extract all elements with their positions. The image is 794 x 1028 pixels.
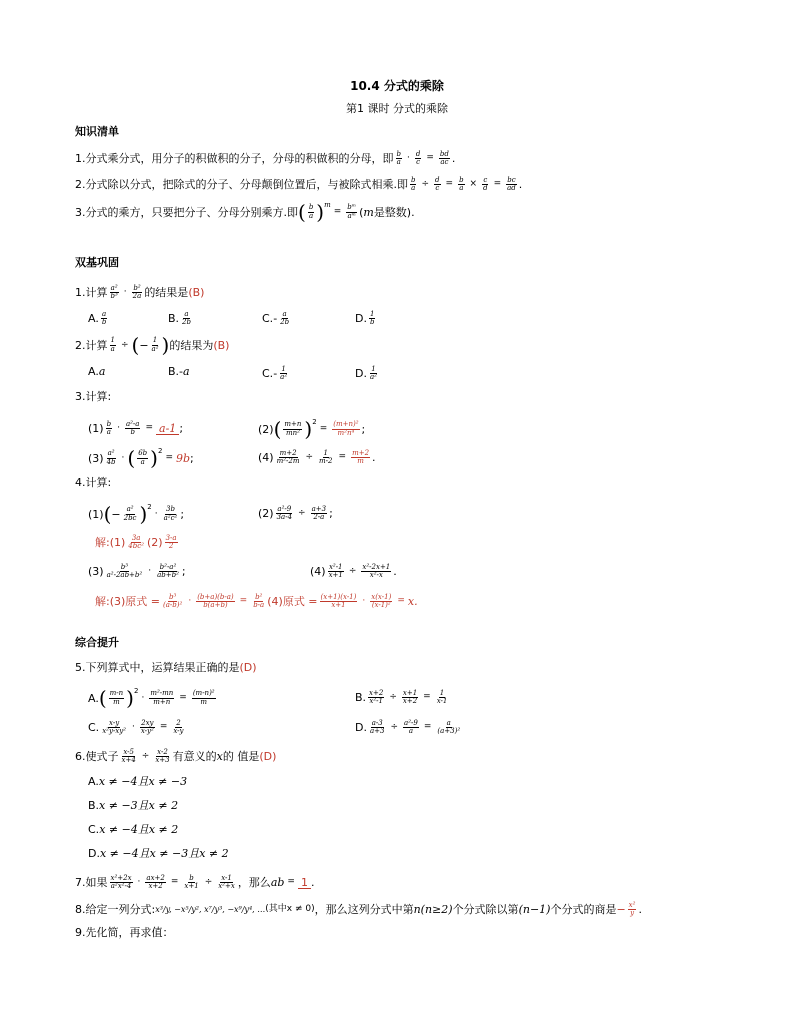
q6-answer: (D)	[259, 750, 277, 764]
q1-option-b: B. a 2b	[168, 310, 191, 327]
question-6: 6.使式子 $\frac{x-5}{x+4}$ ÷ $\frac{x-2}{x+3}$ 有意义的 x 的 值是 (D)	[75, 748, 277, 765]
q3-part-1: (1) b a · $\frac{\text{a²-a}}{b}$ = a-1 ;	[88, 420, 184, 437]
q2-option-b: B. - a	[168, 365, 190, 378]
q6-option-d: D. x ≠ −4且x ≠ −3且x ≠ 2	[88, 847, 229, 860]
q5-option-a: A. ( m-n m ) 2 · $\frac{\text{m²-mn}}{m+n}$ = $\frac{\text{(m-n)²}}{m}$	[88, 686, 215, 710]
q2-option-a: A. a	[88, 365, 106, 378]
knowledge-item-1	[75, 151, 455, 167]
q2-op: ÷	[120, 339, 129, 350]
q2-mid: 的结果为	[169, 338, 214, 352]
question-1	[75, 285, 204, 301]
k3-frac: b a	[308, 203, 314, 220]
q1-answer: (B)	[188, 286, 205, 300]
k1-frac-2: $\frac{d}{c}$	[415, 150, 421, 167]
section-knowledge: 知识清单	[75, 125, 119, 138]
q3-part-4: (4) $\frac{m+2}{\text{m²-2m}}$ ÷ $\frac{1}{m-2}$ = $\frac{m+2}{m}$ .	[258, 449, 376, 466]
q1-option-c: C. - a 2b	[262, 310, 290, 327]
q2-answer: (B)	[213, 338, 230, 352]
q4-part-3: (3) b³ a²-2ab+b² · b²-a² ab+b² ;	[88, 563, 186, 580]
q3-part-3: (3) a² 4b · ( 6b a ) 2 = 9b ;	[88, 446, 194, 470]
q8-answer: $\frac{\text{x²}}{y}$	[628, 901, 636, 918]
k2-frac-1: $\frac{b}{a}$	[411, 176, 416, 193]
k2-op-2: =	[445, 179, 454, 190]
q6-option-c: C. x ≠ −4且x ≠ 2	[88, 823, 179, 836]
k3-rhs: $\frac{\text{bᵐ}}{\text{aᵐ}}$	[347, 203, 357, 220]
q3-3-answer: 9b	[175, 451, 191, 465]
k2-frac-2: $\frac{d}{c}$	[435, 176, 440, 193]
k2-text: 2.分式除以分式，把除式的分子、分母颠倒位置后，与被除式相乘.即	[75, 178, 408, 192]
k1-frac-3: $\frac{bd}{ac}$	[439, 150, 449, 167]
q2-frac-inner: $\frac{1}{\text{a²}}$	[151, 336, 159, 353]
k2-frac-3: $\frac{b}{a}$	[459, 176, 464, 193]
k1-text: 1.分式乘分式，用分子的积做积的分子，分母的积做积的分母，即	[75, 152, 394, 166]
question-7: 7.如果 x²+2x a²x²-4 · $\frac{ax+2}{x+2}$ = $\frac{b}{x+1}$ ÷ $\frac{x-1}{\text{x²+x}}$ ，那么 ab = 1 .	[75, 874, 315, 891]
q5-answer: (D)	[239, 661, 257, 674]
k2-op-3: ×	[469, 179, 478, 190]
q4-part-4: (4) $\frac{\text{x²-1}}{x+1}$ ÷ $\frac{\text{x²-2x+1}}{\text{x²-x}}$ .	[310, 563, 397, 580]
k1-op: ·	[406, 153, 410, 164]
k3-exponent: m	[324, 201, 331, 209]
q5-text: 5.下列算式中，运算结果正确的是	[75, 661, 240, 674]
question-2: 2.计算 $\frac{1}{a}$ ÷ ( − $\frac{1}{\text{a²}}$ ) 的结果为 (B)	[75, 333, 230, 357]
question-8: 8.给定一列分式: x³/y, −x⁵/y², x⁷/y³, −x⁹/y⁴, … (其中x ≠ 0) ，那么这列分式中第 n(n≥2) 个分式除以第 (n−1) 个分式的商是 − $\frac{\text{x²}}{y}$ .	[75, 901, 642, 918]
k3-tail: 是整数).	[373, 205, 415, 219]
q2-text: 2.计算	[75, 338, 108, 352]
q3-2-answer: $\frac{\text{(m+n)²}}{\text{m²n⁴}}$	[333, 420, 359, 437]
q4-part-1: (1) ( − $\frac{\text{a²}}{2bc}$ ) 2 · 3b a²c² ;	[88, 502, 185, 526]
q5-option-d: D. $\frac{a-3}{a+3}$ ÷ $\frac{\text{a²-9}}{a}$ = $\frac{a}{\text{(a+3)²}}$	[355, 719, 461, 736]
q4-part-2: (2) $\frac{\text{a²-9}}{3a-4}$ ÷ $\frac{a+3}{2-a}$ ;	[258, 505, 333, 522]
question-5	[75, 662, 257, 673]
q5-option-b: B. $\frac{x+2}{\text{x²-1}}$ ÷ $\frac{x+1}{x+2}$ = $\frac{1}{x-1}$	[355, 689, 448, 706]
q4-solution-2: 解:(3)原式 = $\frac{\text{b³}}{\text{(a-b)²}}$ · $\frac{(b+a)(b-a)}{b(a+b)}$ = $\frac{\text{b²}}{b-a}$ (4)原式 = $\frac{(x+1)(x-1)}{x+1}$ · $\frac{x(x-1)}{\text{(x-1)²}}$ = x.	[95, 593, 418, 610]
q3-1-answer: a-1	[156, 423, 179, 435]
k1-eq: =	[426, 153, 434, 164]
knowledge-item-2	[75, 177, 522, 193]
k2-op-4: =	[493, 179, 502, 190]
knowledge-item-3: 3.分式的乘方，只要把分子、分母分别乘方.即 ( b a ) m = $\frac{\text{bᵐ}}{\text{aᵐ}}$ ( m 是整数).	[75, 200, 415, 224]
k2-frac-5: $\frac{bc}{ad}$	[507, 176, 516, 193]
q1-frac-a: a² b³	[110, 284, 118, 301]
q6-option-b: B. x ≠ −3且x ≠ 2	[88, 799, 179, 812]
k3-eq: =	[333, 206, 342, 217]
q3-4-answer: $\frac{m+2}{m}$	[352, 449, 370, 466]
k3-text: 3.分式的乘方，只要把分子、分母分别乘方.即	[75, 205, 298, 219]
q1-mid: 的结果是	[144, 286, 189, 300]
k1-end: .	[451, 152, 456, 166]
q7-answer: 1	[298, 877, 311, 889]
section-basic: 双基巩固	[75, 256, 119, 269]
page-subtitle: 第1 课时 分式的乘除	[346, 102, 448, 115]
k1-frac-1: b a	[396, 150, 401, 167]
q1-option-d: D. 1 b	[355, 310, 375, 327]
q2-option-d: D. 1 a²	[355, 365, 377, 382]
q4-solution-1: 解:(1) 3a 4bc² (2) 3-a 2	[95, 534, 177, 551]
q1-frac-b: b² 2a	[132, 284, 142, 301]
page-title: 10.4 分式的乘除	[350, 79, 444, 93]
q8-sequence: x³/y, −x⁵/y², x⁷/y³, −x⁹/y⁴, …	[155, 904, 266, 914]
question-9: 9.先化简，再求值：	[75, 926, 174, 939]
k2-frac-4: $\frac{c}{d}$	[483, 176, 488, 193]
question-4: 4.计算:	[75, 476, 112, 489]
q2-option-c: C. - 1 a²	[262, 365, 288, 382]
k2-op-1: ÷	[421, 179, 430, 190]
q1-op: ·	[123, 287, 127, 298]
q5-option-c: C. x-y x²y-xy² · $\frac{2xy}{\text{x-y²}}$ = $\frac{2}{x-y}$	[88, 719, 184, 736]
k3-m: m	[363, 205, 374, 219]
k3-paren-right: )	[316, 200, 325, 224]
k2-end: .	[518, 178, 523, 192]
q2-frac-a: $\frac{1}{a}$	[110, 336, 115, 353]
q1-option-a: A. a b	[88, 310, 107, 327]
q6-option-a: A. x ≠ −4且x ≠ −3	[88, 775, 188, 788]
k3-paren-left: (	[298, 200, 306, 224]
q1-text: 1.计算	[75, 286, 108, 300]
section-comprehensive: 综合提升	[75, 636, 119, 649]
q3-part-2: (2) ( m+n mn² ) 2 = $\frac{\text{(m+n)²}}{\text{m²n⁴}}$ ;	[258, 417, 366, 441]
question-3: 3.计算:	[75, 390, 112, 403]
